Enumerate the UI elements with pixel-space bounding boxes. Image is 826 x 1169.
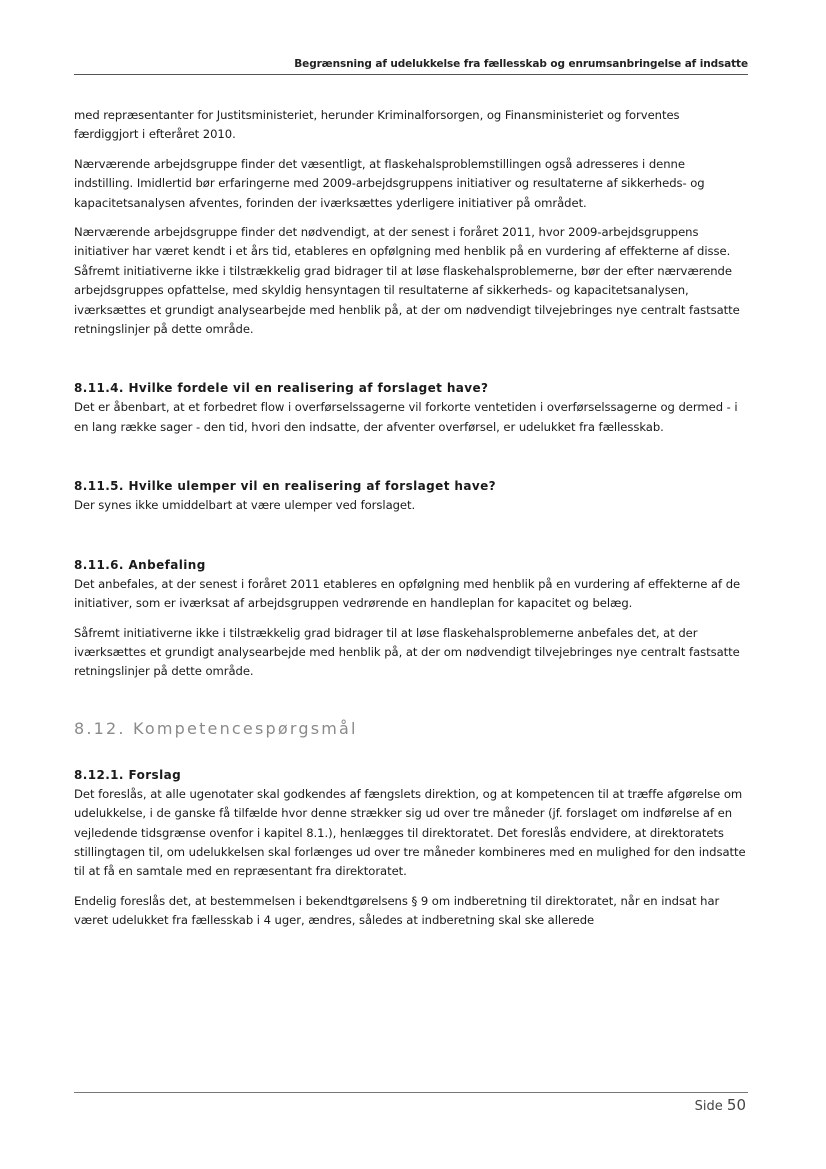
paragraph: Endelig foreslås det, at bestemmelsen i bekendtgørelsens § 9 om indberetning til direktoratet, når en indsat har været udelukket fra fællesskab i 4 uger, ændres, således at indberetning skal ske allerede xyxy=(74,893,720,928)
paragraph: Det anbefales, at der senest i foråret 2011 etableres en opfølgning med henblik på en vurdering af effekterne af de initiativer, som er iværksat af arbejdsgruppen vedrørende en handleplan for kapacitet og belæg. xyxy=(74,576,741,611)
page-label: Side xyxy=(694,1099,723,1114)
spacer xyxy=(74,349,746,379)
spacer xyxy=(74,692,746,718)
paragraph: med repræsentanter for Justitsministeriet, herunder Kriminalforsorgen, og Finansministeriet og forventes færdiggjort i efteråret 2010. xyxy=(74,108,680,142)
running-header: Begrænsning af udelukkelse fra fællesskab og enrumsanbringelse af indsatte xyxy=(74,58,748,75)
section-heading-8-11-6: 8.11.6. Anbefaling xyxy=(74,557,206,572)
paragraph: Nærværende arbejdsgruppe finder det væsentligt, at flaskehalsproblemstillingen også adresseres i denne indstilling. Imidlertid bør erfaringerne med 2009-arbejdsgruppens initiativer og resultaterne af sikkerheds- og kapacitetsanalysen afventes, forinden der iværksættes yderligere initiativer på området. xyxy=(74,156,705,210)
paragraph: Det er åbenbart, at et forbedret flow i overførselssagerne vil forkorte ventetiden i overførselssagerne og dermed - i en lang række sager - den tid, hvori den indsatte, der afventer overførsel, er udelukket fra fællesskab. xyxy=(74,400,738,434)
page-body xyxy=(74,106,746,941)
section-heading-8-12-1: 8.12.1. Forslag xyxy=(74,767,182,782)
paragraph: Såfremt initiativerne ikke i tilstrækkelig grad bidrager til at løse flaskehalsproblemerne anbefales det, at der iværksættes et grundigt analysearbejde med henblik på, at der om nødvendigt tilvejebringes nye centralt fastsatte retningslinjer på dette område. xyxy=(74,625,740,679)
section-heading-8-11-5: 8.11.5. Hvilke ulemper vil en realisering af forslaget have? xyxy=(74,479,496,494)
chapter-heading-8-12: 8.12. Kompetencespørgsmål xyxy=(74,718,358,738)
paragraph: Nærværende arbejdsgruppe finder det nødvendigt, at der senest i foråret 2011, hvor 2009-arbejdsgruppens initiativer har været kendt i et års tid, etableres en opfølgning med henblik på en vurdering af effekterne af disse. Såfremt initiativerne ikke i tilstrækkelig grad bidrager til at løse flaskehalsproblemerne, bør der efter nærværende arbejdsgruppes opfattelse, med skyldig hensyntagen til resultaterne af sikkerheds- og kapacitetsanalysen, iværksættes et grundigt analysearbejde med henblik på, at der om nødvendigt tilvejebringes nye centralt fastsatte retningslinjer på dette område. xyxy=(74,225,740,337)
spacer xyxy=(74,447,746,477)
page-number xyxy=(695,1096,746,1114)
footer-divider xyxy=(74,1092,748,1093)
section-heading-8-11-4: 8.11.4. Hvilke fordele vil en realisering af forslaget have? xyxy=(74,381,489,396)
paragraph: Der synes ikke umiddelbart at være ulemper ved forslaget. xyxy=(74,498,416,513)
paragraph: Det foreslås, at alle ugenotater skal godkendes af fængslets direktion, og at kompetencen til at træffe afgørelse om udelukkelse, i de ganske få tilfælde hvor denne strækker sig ud over tre måneder (jf. forslaget om indførelse af en vejledende tidsgrænse ovenfor i kapitel 8.1.), henlægges til direktoratet. Det foreslås endvidere, at direktoratets stillingtagen til, om udelukkelsen skal forlænges ud over tre måneder kombineres med en mulighed for den indsatte til at få en samtale med en repræsentant fra direktoratet. xyxy=(74,786,746,879)
spacer xyxy=(74,740,746,766)
page-number-value: 50 xyxy=(726,1096,746,1114)
spacer xyxy=(74,526,746,556)
